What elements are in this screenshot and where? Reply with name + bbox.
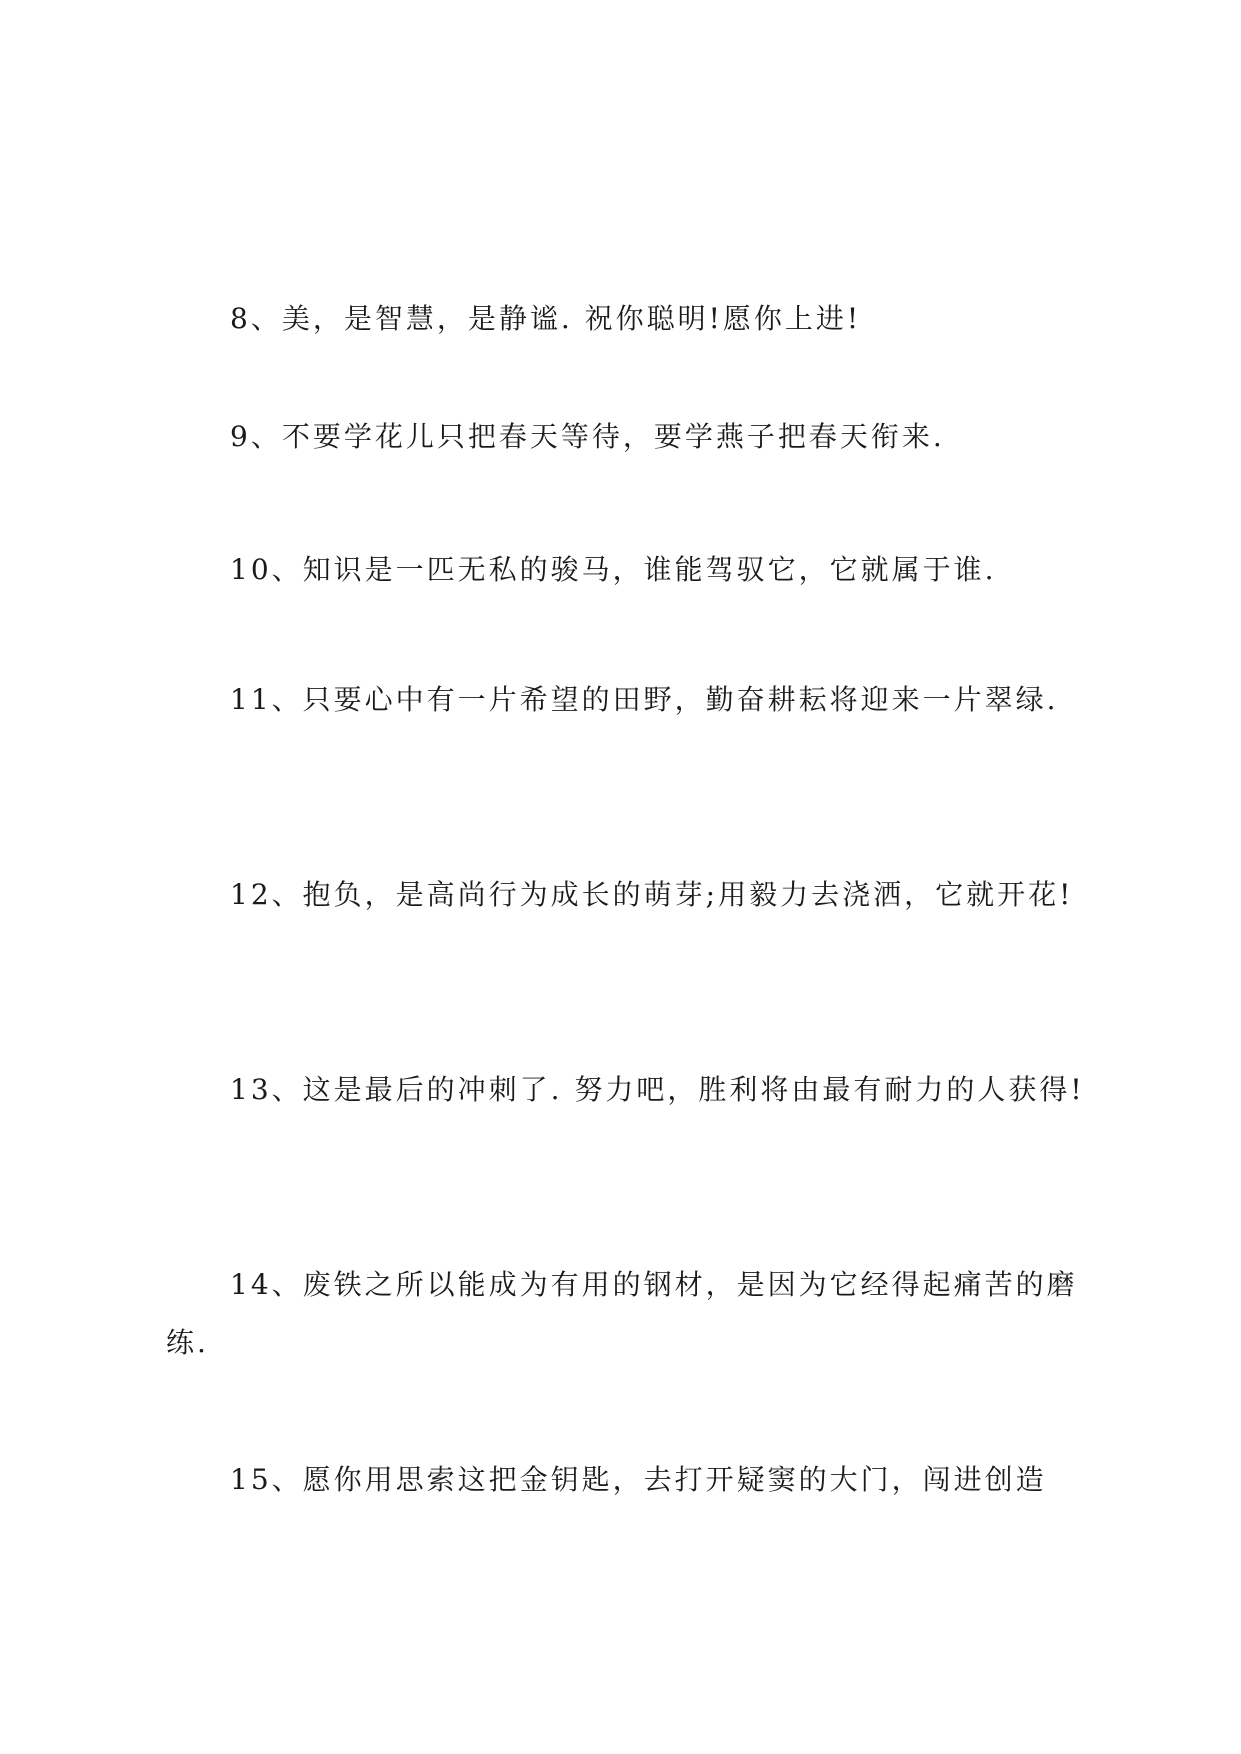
paragraph-9: 9、不要学花儿只把春天等待，要学燕子把春天衔来. [230, 420, 945, 453]
paragraph-13: 13、这是最后的冲刺了. 努力吧，胜利将由最有耐力的人获得! [230, 1073, 1085, 1106]
paragraph-12: 12、抱负，是高尚行为成长的萌芽;用毅力去浇洒，它就开花! [230, 878, 1074, 911]
paragraph-11: 11、只要心中有一片希望的田野，勤奋耕耘将迎来一片翠绿. [230, 683, 1059, 716]
paragraph-8: 8、美，是智慧，是静谧. 祝你聪明!愿你上进! [230, 302, 862, 335]
paragraph-15: 15、愿你用思索这把金钥匙，去打开疑窦的大门，闯进创造 [230, 1463, 1047, 1496]
paragraph-10: 10、知识是一匹无私的骏马，谁能驾驭它，它就属于谁. [230, 553, 997, 586]
paragraph-14: 14、废铁之所以能成为有用的钢材，是因为它经得起痛苦的磨练. [166, 1268, 1078, 1359]
